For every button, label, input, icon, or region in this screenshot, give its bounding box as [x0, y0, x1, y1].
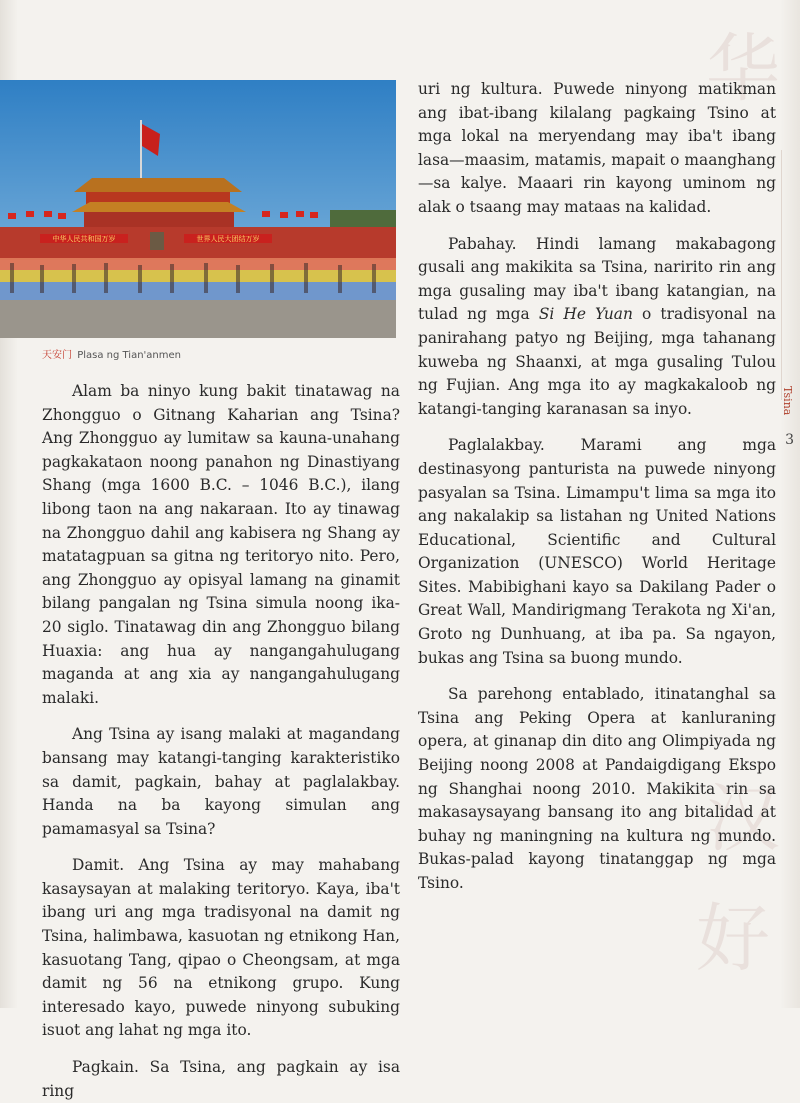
section-tab: Tsina: [781, 386, 794, 416]
paragraph: Damit. Ang Tsina ay may mahabang kasaysayan at malaking teritoryo. Kaya, iba't ibang uri ang mga tradisyonal na damit ng Tsina, halimbawa, kasuotan ng etnikong Han, kasuotang Tang, qipao o Cheongsam, at mga damit ng 56 na etnikong grupo. Kung interesado kayo, puwede ninyong subuking isuot ang lahat ng mga ito.: [42, 856, 400, 1040]
paragraph: Alam ba ninyo kung bakit tinatawag na Zhongguo o Gitnang Kaharian ang Tsina? Ang Zhongguo ay lumitaw sa kauna-unahang pagkakataon noong panahon ng Dinastiyang Shang (mga 1600 B.C. – 1046 B.C.), ilang libong taon na ang nakaraan. Ito ay tinawag na Zhongguo dahil ang kabisera ng Shang ay matatagpuan sa gitna ng teritoryo nito. Pero, ang Zhongguo ay opisyal lamang na ginamit bilang pangalan ng Tsina simula noong ika-20 siglo. Tinatawag din ang Zhongguo bilang Huaxia: ang hua ay nangangahulugang maganda at ang xia ay nangangahulugang malaki.: [42, 382, 400, 707]
text-run: o tradisyonal na panirahang patyo ng Beijing, mga tahanang kuweba ng Shaanxi, at mga gusaling Tulou ng Fujian. Ang mga ito ay magkakaloob ng katangi-tanging karanasan sa inyo.: [418, 305, 776, 418]
paragraph: Pagkain. Sa Tsina, ang pagkain ay isa ring: [42, 1058, 400, 1100]
caption-chinese: 天安门: [42, 350, 72, 361]
watermark-character: 华: [706, 26, 780, 112]
watermark-character: 好: [696, 896, 770, 982]
paragraph: uri ng kultura. Puwede ninyong matikman ang ibat-ibang kilalang pagkaing Tsino at mga lokal na meryendang may iba't ibang lasa—maasim, matamis, mapait o maanghang—sa kalye. Maaari rin kayong uminom ng alak o tsaang may mataas na kalidad.: [418, 80, 776, 216]
watermark-character: 汉: [706, 776, 780, 862]
page-edge-shadow-right: [780, 0, 800, 1008]
paragraph: Ang Tsina ay isang malaki at magandang bansang may katangi-tanging karakteristiko sa damit, pagkain, bahay at paglalakbay. Handa na ba kayong simulan ang pamamasyal sa Tsina?: [42, 725, 400, 838]
tiananmen-photo: [0, 80, 396, 338]
banner-right: 世界人民大团结万岁: [196, 235, 260, 243]
photo-caption: [42, 346, 181, 361]
right-column: [418, 78, 776, 896]
italic-term: Si He Yuan: [538, 305, 633, 324]
margin-rule: [781, 150, 782, 400]
paragraph: Paglalakbay. Marami ang mga destinasyong panturista na puwede ninyong pasyalan sa Tsina. Limampu't lima sa mga ito ang nakalakip sa listahan ng United Nations Educational, Scientific and Cultural Organization (UNESCO) World Heritage Sites. Mabibighani kayo sa Dakilang Pader o Great Wall, Mandirigmang Terakota ng Xi'an, Groto ng Dunhuang, at iba pa. Sa ngayon, bukas ang Tsina sa buong mundo.: [418, 436, 776, 667]
banner-left: 中华人民共和国万岁: [52, 235, 116, 243]
page-number: 3: [785, 432, 794, 448]
paragraph-pabahay: [418, 233, 776, 422]
text-run: Pabahay. Hindi lamang makabagong gusali ang makikita sa Tsina, naririto rin ang mga gusaling may iba't ibang katangian, na tulad ng mga: [418, 234, 776, 324]
paragraph: Sa parehong entablado, itinatanghal sa Tsina ang Peking Opera at kanluraning opera, at ginanap din dito ang Olimpiyada ng Beijing noong 2008 at Pandaigdigang Ekspo ng Shanghai noong 2010. Makikita rin sa makasaysayang bansang ito ang bitalidad at buhay ng maningning na kultura ng mundo. Bukas-palad kayong tinatanggap ng mga Tsino.: [418, 685, 776, 892]
caption-text: Plasa ng Tian'anmen: [77, 350, 181, 361]
left-column: [42, 380, 400, 1103]
